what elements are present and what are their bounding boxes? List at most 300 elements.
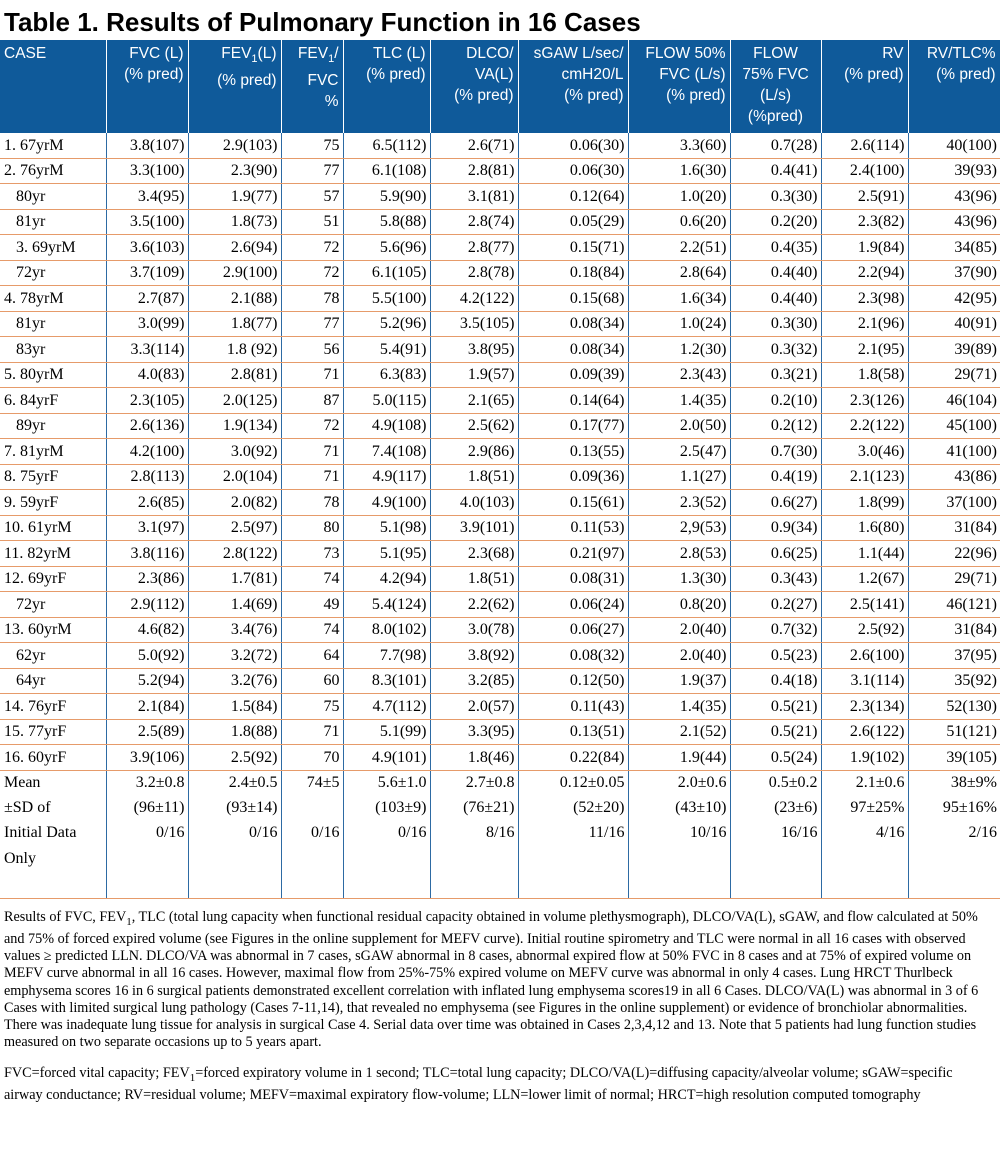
table-cell: 0.06(30) [518, 133, 628, 158]
table-cell: 0.6(25) [730, 541, 821, 567]
table-cell: 0/16 [281, 820, 343, 899]
table-cell: 39(93) [908, 158, 1000, 184]
table-row [0, 643, 1000, 669]
table-cell: 4.9(101) [343, 745, 430, 771]
header-rv-tlc [908, 40, 1000, 133]
header-flow75-line1: FLOW [753, 45, 798, 62]
table-cell: 1.0(24) [628, 311, 730, 337]
table-row [0, 439, 1000, 465]
table-cell: 3.5(100) [106, 209, 188, 235]
table-cell: 3.2(72) [188, 643, 281, 669]
header-flow75-line4: (%pred) [747, 108, 804, 125]
table-cell: 0.2(27) [730, 592, 821, 618]
table-cell: 3.1(114) [821, 668, 908, 694]
table-cell: 71 [281, 362, 343, 388]
table-cell: 0.18(84) [518, 260, 628, 286]
table-row [0, 286, 1000, 312]
table-cell: 0.4(19) [730, 464, 821, 490]
table-cell: 2.6(94) [188, 235, 281, 261]
table-row [0, 158, 1000, 184]
table-cell: 0/16 [343, 820, 430, 899]
table-cell: 0.4(41) [730, 158, 821, 184]
table-cell: 0.7(28) [730, 133, 821, 158]
table-cell: 5.9(90) [343, 184, 430, 210]
case-label: Mean [0, 770, 106, 795]
table-cell: 3.5(105) [430, 311, 518, 337]
table-cell: 71 [281, 464, 343, 490]
table-cell: 10/16 [628, 820, 730, 899]
table-cell: 2.5(62) [430, 413, 518, 439]
table-cell: 3.4(95) [106, 184, 188, 210]
header-sgaw-line2: cmH20/L [561, 66, 624, 83]
table-cell: 78 [281, 490, 343, 516]
table-cell: 37(95) [908, 643, 1000, 669]
table-cell: 4.9(100) [343, 490, 430, 516]
table-cell: 2.8(53) [628, 541, 730, 567]
table-cell: 2.5(92) [188, 745, 281, 771]
table-cell: 0.17(77) [518, 413, 628, 439]
table-cell: (23±6) [730, 795, 821, 820]
table-cell: 34(85) [908, 235, 1000, 261]
table-cell: 3.6(103) [106, 235, 188, 261]
header-fvc-line2: (% pred) [124, 66, 184, 83]
table-cell: 1.4(35) [628, 694, 730, 720]
table-row [0, 490, 1000, 516]
table-cell: 0/16 [188, 820, 281, 899]
table-cell: 0.6(20) [628, 209, 730, 235]
table-cell: 1.8(51) [430, 566, 518, 592]
table-cell: 2.8(78) [430, 260, 518, 286]
table-cell: 0.06(24) [518, 592, 628, 618]
table-cell: 2.0(104) [188, 464, 281, 490]
table-cell: 52(130) [908, 694, 1000, 720]
table-cell: 0.21(97) [518, 541, 628, 567]
table-cell: 0.09(36) [518, 464, 628, 490]
table-cell: 2,9(53) [628, 515, 730, 541]
table-cell: 77 [281, 311, 343, 337]
case-label: 81yr [0, 311, 106, 337]
case-label: ±SD of [0, 795, 106, 820]
table-row [0, 209, 1000, 235]
table-row [0, 515, 1000, 541]
header-fev1-line2: (% pred) [217, 72, 277, 90]
table-cell: 3.0(78) [430, 617, 518, 643]
header-fev1fvc-line3: % [324, 93, 339, 111]
table-cell: 1.9(44) [628, 745, 730, 771]
table-cell: 95±16% [942, 798, 997, 816]
table-cell: 0.12±0.05 [518, 770, 628, 795]
sd-row [0, 795, 1000, 820]
table-cell: 0.14(64) [518, 388, 628, 414]
table-cell: 40(91) [908, 311, 1000, 337]
header-dlco [430, 40, 518, 133]
mean-row [0, 770, 1000, 795]
header-flow50 [628, 40, 730, 133]
table-cell: 0.08(31) [518, 566, 628, 592]
case-label: 6. 84yrF [0, 388, 106, 414]
table-cell: 0.08(32) [518, 643, 628, 669]
table-cell: 1.2(30) [628, 337, 730, 363]
table-cell: 0.3(30) [730, 311, 821, 337]
table-cell: 2.3(98) [821, 286, 908, 312]
table-cell: 2.8(81) [430, 158, 518, 184]
table-cell: 0.15(71) [518, 235, 628, 261]
table-cell: 1.1(27) [628, 464, 730, 490]
table-row [0, 311, 1000, 337]
table-cell: 2.1(123) [821, 464, 908, 490]
table-title: Table 1. Results of Pulmonary Function in 16 Cases [4, 7, 641, 37]
table-cell: 3.3(114) [106, 337, 188, 363]
pulmonary-function-table [0, 40, 1000, 899]
table-cell: 2.0±0.6 [628, 770, 730, 795]
table-cell: 1.9(134) [188, 413, 281, 439]
table-cell: 1.8(51) [430, 464, 518, 490]
table-cell: 37(100) [908, 490, 1000, 516]
table-cell: 3.8(92) [430, 643, 518, 669]
table-cell: 0.11(43) [518, 694, 628, 720]
table-cell: 2.6(85) [106, 490, 188, 516]
header-flow50-line1: FLOW 50% [645, 45, 726, 62]
table-cell: 1.8(88) [188, 719, 281, 745]
table-cell: 2.0(40) [628, 617, 730, 643]
table-cell: 75 [281, 133, 343, 158]
table-row [0, 719, 1000, 745]
table-cell: 5.4(91) [343, 337, 430, 363]
table-row [0, 362, 1000, 388]
table-cell: 2.5(97) [188, 515, 281, 541]
table-cell: 0.4(40) [730, 286, 821, 312]
table-cell: 2.8(77) [430, 235, 518, 261]
table-cell: 4.2(100) [106, 439, 188, 465]
table-cell: 2.3(82) [821, 209, 908, 235]
table-row [0, 668, 1000, 694]
table-cell: 2.5(141) [821, 592, 908, 618]
table-row [0, 617, 1000, 643]
table-cell: 0.9(34) [730, 515, 821, 541]
case-label: 3. 69yrM [0, 235, 106, 261]
table-cell: 3.3(100) [106, 158, 188, 184]
table-cell: 1.9(84) [821, 235, 908, 261]
header-dlco-line3: (% pred) [454, 87, 514, 104]
table-cell: (93±14) [188, 795, 281, 820]
table-cell: 0.22(84) [518, 745, 628, 771]
case-label: 12. 69yrF [0, 566, 106, 592]
table-cell: 42(95) [908, 286, 1000, 312]
table-cell: 5.2(96) [343, 311, 430, 337]
header-sgaw-line3: (% pred) [564, 87, 624, 104]
table-cell: 0.05(29) [518, 209, 628, 235]
table-cell: 46(121) [908, 592, 1000, 618]
table-body [0, 133, 1000, 898]
table-cell: 29(71) [908, 362, 1000, 388]
table-cell: 0.12(50) [518, 668, 628, 694]
table-cell: 0.11(53) [518, 515, 628, 541]
table-cell: 0.5(24) [730, 745, 821, 771]
table-cell: 56 [281, 337, 343, 363]
case-label: 10. 61yrM [0, 515, 106, 541]
table-cell: 2.3(68) [430, 541, 518, 567]
table-cell: 1.4(35) [628, 388, 730, 414]
header-tlc-line2: (% pred) [366, 66, 426, 83]
table-cell: 41(100) [908, 439, 1000, 465]
header-fev1fvc-line2: FVC [307, 72, 339, 90]
table-cell: 2.9(86) [430, 439, 518, 465]
table-cell: 0.3(32) [730, 337, 821, 363]
table-cell: 22(96) [908, 541, 1000, 567]
header-rvtlc-line2: (% pred) [936, 66, 996, 83]
table-cell: 1.6(30) [628, 158, 730, 184]
table-cell: 5.1(98) [343, 515, 430, 541]
table-cell: 35(92) [908, 668, 1000, 694]
table-row [0, 694, 1000, 720]
table-cell: 2.4(100) [821, 158, 908, 184]
table-cell: 0.3(30) [730, 184, 821, 210]
table-cell: 1.8(77) [188, 311, 281, 337]
table-cell: 1.8(58) [821, 362, 908, 388]
table-cell: 71 [281, 719, 343, 745]
table-cell: 5.0(92) [106, 643, 188, 669]
table-cell: 2/16 [908, 820, 1000, 899]
header-fev1fvc-line1: $FEV_1/$ [297, 45, 339, 66]
table-cell: 1.8 (92) [188, 337, 281, 363]
case-label: Initial Data Only [0, 820, 106, 899]
table-cell: (52±20) [518, 795, 628, 820]
table-cell: 0.12(64) [518, 184, 628, 210]
table-cell: 70 [281, 745, 343, 771]
table-cell: 4/16 [821, 820, 908, 899]
case-label: 72yr [0, 260, 106, 286]
table-row [0, 337, 1000, 363]
table-cell: 73 [281, 541, 343, 567]
table-cell: 2.0(50) [628, 413, 730, 439]
table-cell: 49 [281, 592, 343, 618]
header-dlco-line2: VA(L) [475, 66, 514, 83]
case-label: 80yr [0, 184, 106, 210]
table-cell: 4.0(103) [430, 490, 518, 516]
table-cell: 74 [281, 617, 343, 643]
table-cell: 2.2(62) [430, 592, 518, 618]
table-row [0, 235, 1000, 261]
table-cell: 2.3(52) [628, 490, 730, 516]
header-sgaw [518, 40, 628, 133]
table-row [0, 745, 1000, 771]
table-cell: 2.6(136) [106, 413, 188, 439]
table-cell: 2.5(91) [821, 184, 908, 210]
table-cell: 0.3(21) [730, 362, 821, 388]
header-fev1 [188, 40, 281, 133]
table-cell: 2.0(57) [430, 694, 518, 720]
footnote-abbreviations: FVC=forced vital capacity; $FEV_1=forced$ expiratory volume in 1 second; TLC=total lung capacity; DLCO/VA(L)=diffusing capacity/alveolar volume; sGAW=specific airway conductance; RV=residual volume; MEFV=maximal expiratory flow-volume; LLN=lower limit of normal; HRCT=high resolution computed tomography [4, 1064, 953, 1103]
table-cell: 3.2(85) [430, 668, 518, 694]
table-cell: 4.2(94) [343, 566, 430, 592]
case-label: 89yr [0, 413, 106, 439]
table-cell: 1.9(37) [628, 668, 730, 694]
table-cell: 64 [281, 643, 343, 669]
table-cell: 31(84) [908, 515, 1000, 541]
case-label: 15. 77yrF [0, 719, 106, 745]
table-cell: 7.4(108) [343, 439, 430, 465]
footnotes [0, 899, 1000, 1105]
header-rv [821, 40, 908, 133]
case-label: 72yr [0, 592, 106, 618]
table-cell: 1.6(34) [628, 286, 730, 312]
table-cell: 2.8(81) [188, 362, 281, 388]
table-cell: 39(105) [908, 745, 1000, 771]
table-cell: 43(96) [908, 184, 1000, 210]
table-cell: 3.8(116) [106, 541, 188, 567]
table-cell: 8.0(102) [343, 617, 430, 643]
table-cell: 2.5(47) [628, 439, 730, 465]
table-cell: 2.0(125) [188, 388, 281, 414]
table-cell: 2.1(95) [821, 337, 908, 363]
table-cell: 71 [281, 439, 343, 465]
table-cell: (43±10) [628, 795, 730, 820]
header-fev1-fvc [281, 40, 343, 133]
table-cell: 97±25% [821, 795, 908, 820]
header-flow50-line3: (% pred) [666, 87, 726, 104]
table-cell: 2.6(71) [430, 133, 518, 158]
table-cell: 3.2(76) [188, 668, 281, 694]
table-cell: 5.6±1.0 [343, 770, 430, 795]
case-label: 83yr [0, 337, 106, 363]
table-cell: 5.4(124) [343, 592, 430, 618]
table-cell: 4.7(112) [343, 694, 430, 720]
table-cell: 2.9(100) [188, 260, 281, 286]
table-cell: 72 [281, 413, 343, 439]
case-label: 1. 67yrM [0, 133, 106, 158]
table-cell: 3.1(97) [106, 515, 188, 541]
table-cell: 43(96) [908, 209, 1000, 235]
table-cell: 2.6(122) [821, 719, 908, 745]
table-cell: 40(100) [908, 133, 1000, 158]
table-cell: 74±5 [281, 770, 343, 795]
table-cell: 2.3(90) [188, 158, 281, 184]
table-cell: 3.3(60) [628, 133, 730, 158]
table-cell: 1.1(44) [821, 541, 908, 567]
header-case-label: CASE [4, 45, 47, 62]
header-case [0, 40, 106, 133]
case-label: 64yr [0, 668, 106, 694]
table-cell: 2.8(113) [106, 464, 188, 490]
table-cell: 6.1(108) [343, 158, 430, 184]
table-cell: 0.5(21) [730, 694, 821, 720]
table-cell: 2.3(105) [106, 388, 188, 414]
table-cell: 87 [281, 388, 343, 414]
header-flow50-line2: FVC (L/s) [659, 66, 726, 83]
table-cell: 39(89) [908, 337, 1000, 363]
table-cell: 2.9(112) [106, 592, 188, 618]
table-cell: 0.5(21) [730, 719, 821, 745]
table-row [0, 388, 1000, 414]
table-cell: 2.3(134) [821, 694, 908, 720]
table-cell: 7.7(98) [343, 643, 430, 669]
table-cell: 1.3(30) [628, 566, 730, 592]
table-row [0, 541, 1000, 567]
table-cell: 2.3(126) [821, 388, 908, 414]
case-label: 9. 59yrF [0, 490, 106, 516]
table-cell: 2.8(122) [188, 541, 281, 567]
table-cell: 0.06(27) [518, 617, 628, 643]
table-cell: 2.1±0.6 [821, 770, 908, 795]
table-cell: 0.7(30) [730, 439, 821, 465]
table-cell: 0.2(20) [730, 209, 821, 235]
table-cell: 74 [281, 566, 343, 592]
table-cell: 11/16 [518, 820, 628, 899]
table-cell [281, 795, 343, 820]
table-cell: 1.0(20) [628, 184, 730, 210]
table-cell: 2.3(86) [106, 566, 188, 592]
table-cell: 1.9(102) [821, 745, 908, 771]
table-row [0, 413, 1000, 439]
table-cell: 2.7±0.8 [430, 770, 518, 795]
header-tlc-line1: TLC (L) [372, 45, 426, 62]
header-tlc [343, 40, 430, 133]
table-cell: 46(104) [908, 388, 1000, 414]
table-cell: 0.08(34) [518, 337, 628, 363]
table-cell: 3.3(95) [430, 719, 518, 745]
table-cell: 1.9(77) [188, 184, 281, 210]
table-cell: 2.7(87) [106, 286, 188, 312]
table-cell: 37(90) [908, 260, 1000, 286]
table-cell: 3.9(101) [430, 515, 518, 541]
table-cell: 2.4±0.5 [188, 770, 281, 795]
header-fvc-line1: FVC (L) [129, 45, 184, 62]
table-cell: 0.7(32) [730, 617, 821, 643]
header-fev1-line1: $FEV_1(L)$ [221, 45, 277, 66]
case-label: 14. 76yrF [0, 694, 106, 720]
table-cell: 0.15(61) [518, 490, 628, 516]
table-cell: 43(86) [908, 464, 1000, 490]
table-cell: 1.8(46) [430, 745, 518, 771]
table-cell: 72 [281, 260, 343, 286]
table-cell: 0.5(23) [730, 643, 821, 669]
table-cell: 3.0(46) [821, 439, 908, 465]
footnote-results: Results of FVC, $FEV_1$, TLC (total lung capacity when functional residual capacity obtained in volume plethysmograph), DLCO/VA(L), sGAW, and flow calculated at 50% and 75% of forced expired volume (see Figures in the online supplement for MEFV curve). Initial routine spirometry and TLC were normal in all 16 cases with observed values ≥ predicted LLN. DLCO/VA was abnormal in 7 cases, sGAW abnormal in 8 cases, abnormal expired flow at 50% FVC in 8 cases and at 75% of expired volume on MEFV curve abnormal in all 16 cases. However, maximal flow from 25%-75% expired volume on MEFV curve was abnormal in only 4 cases. Lung HRCT Thurlbeck emphysema scores 16 in 6 surgical patients demonstrated excellent correlation with inflated lung emphysema scores19 in all 6 Cases. DLCO/VA(L) was abnormal in 3 of 6 Cases with limited surgical lung pathology (Cases 7-11,14), that revealed no emphysema (see Figures in the online supplement) or evidence of bronchiolar abnormalities. There was inadequate lung tissue for analysis in surgical Case 4. Serial data over time was obtained in Cases 2,3,4,12 and 13. Note that 5 patients had lung function studies measured on two separate occasions up to 5 years apart. [4, 908, 979, 1051]
table-cell: 2.1(52) [628, 719, 730, 745]
table-cell: 2.9(103) [188, 133, 281, 158]
case-label: 5. 80yrM [0, 362, 106, 388]
table-cell: 0.6(27) [730, 490, 821, 516]
table-cell: 29(71) [908, 566, 1000, 592]
table-cell: 45(100) [908, 413, 1000, 439]
table-cell: 0.13(51) [518, 719, 628, 745]
table-cell: 2.2(94) [821, 260, 908, 286]
case-label: 16. 60yrF [0, 745, 106, 771]
table-cell: 2.1(65) [430, 388, 518, 414]
table-cell: 0.2(12) [730, 413, 821, 439]
table-row [0, 464, 1000, 490]
table-cell: 2.3(43) [628, 362, 730, 388]
header-flow75-line3: (L/s) [760, 87, 791, 104]
table-cell: 2.2(51) [628, 235, 730, 261]
table-cell: 2.0(40) [628, 643, 730, 669]
table-cell: 5.1(99) [343, 719, 430, 745]
initial-data-row [0, 820, 1000, 899]
table-cell: 0/16 [106, 820, 188, 899]
table-cell: 5.8(88) [343, 209, 430, 235]
table-row [0, 184, 1000, 210]
table-cell: 1.2(67) [821, 566, 908, 592]
header-dlco-line1: DLCO/ [466, 45, 514, 62]
table-cell: 2.0(82) [188, 490, 281, 516]
case-label: 81yr [0, 209, 106, 235]
table-cell: 75 [281, 694, 343, 720]
table-cell: 0.08(34) [518, 311, 628, 337]
header-row [0, 40, 1000, 133]
table-cell: 1.8(99) [821, 490, 908, 516]
table-cell: 2.2(122) [821, 413, 908, 439]
table-cell: 5.0(115) [343, 388, 430, 414]
